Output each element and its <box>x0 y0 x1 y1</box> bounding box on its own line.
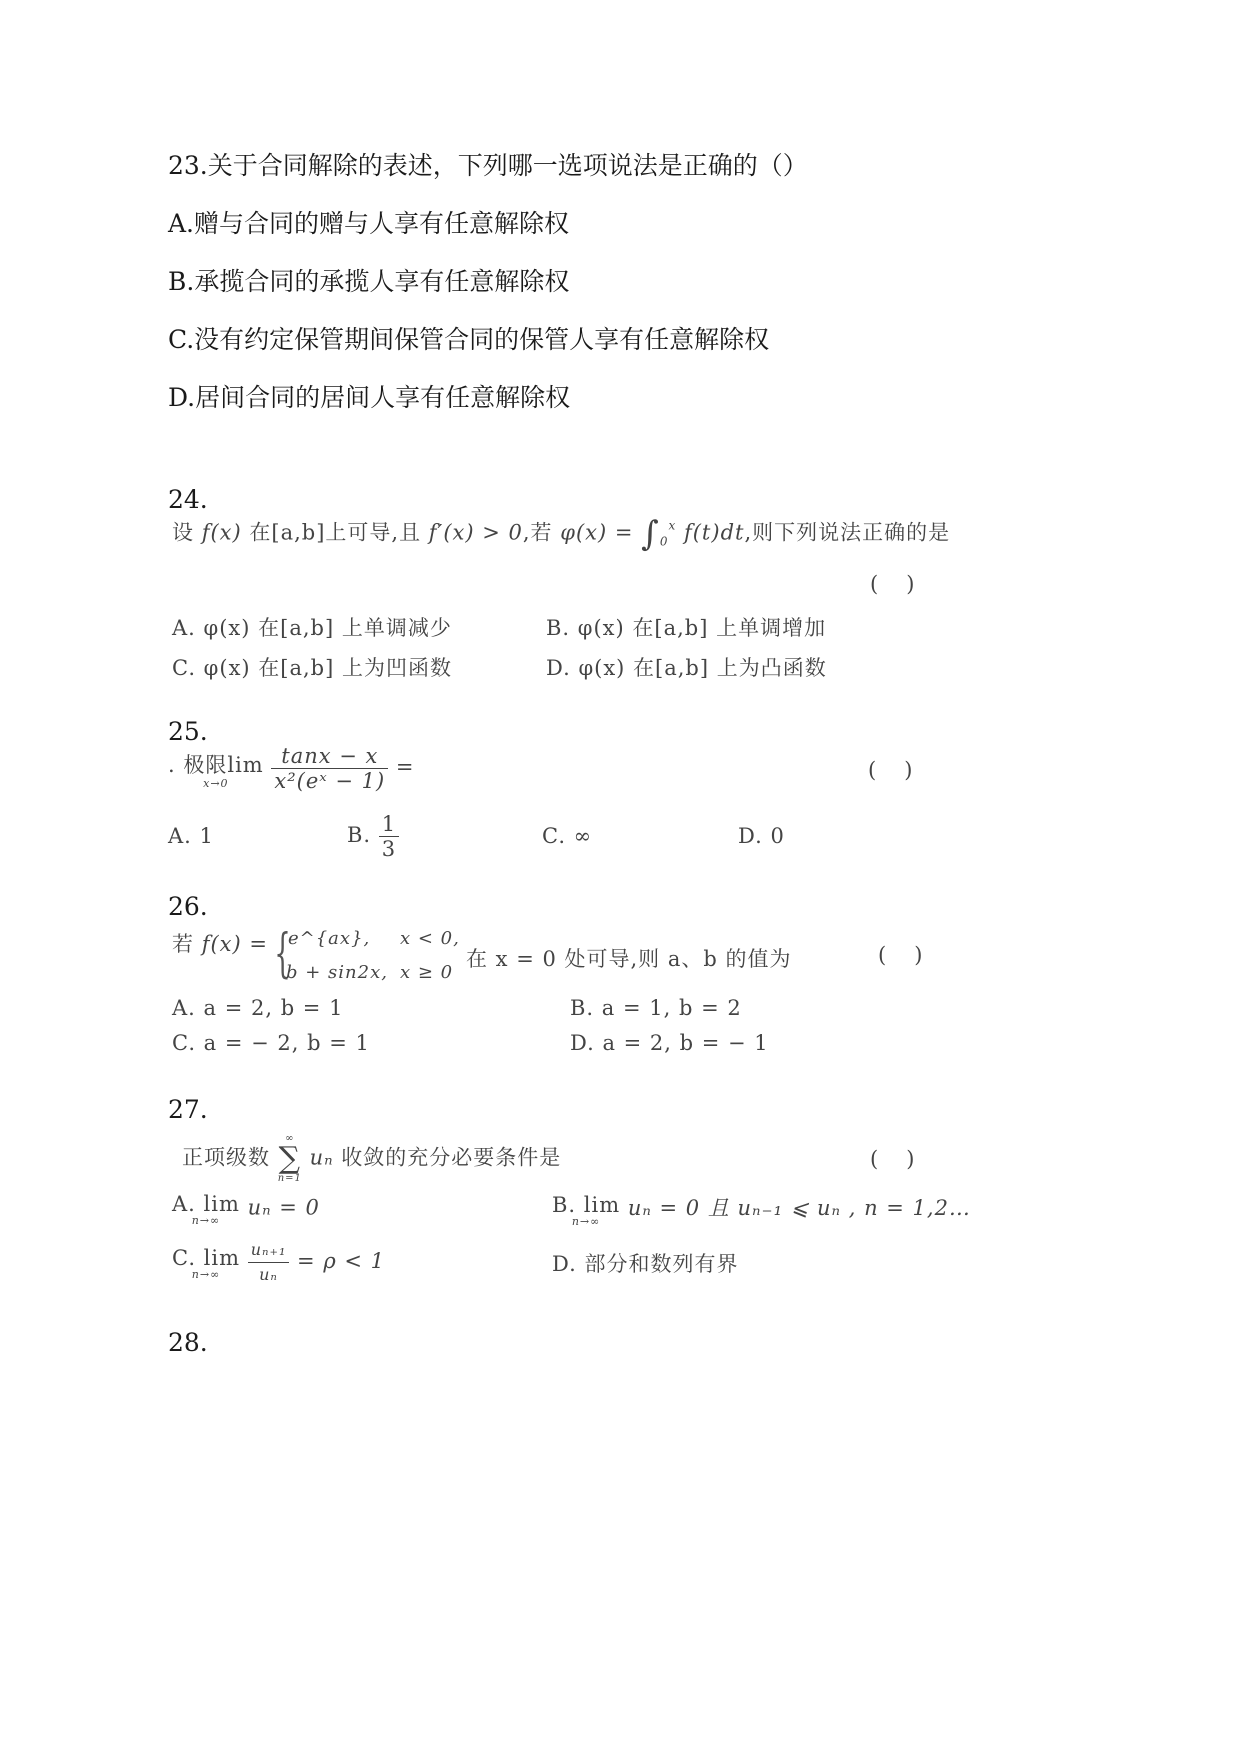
q26-brace: { <box>274 924 291 984</box>
q25-option-c: C. ∞ <box>542 824 593 848</box>
q26-case2-expr: b + sin2x, <box>286 962 388 983</box>
q28-number: 28. <box>168 1328 208 1357</box>
q26-stem-suffix: 在 x = 0 处可导,则 a、b 的值为 <box>466 947 792 971</box>
q23-option-c: C.没有约定保管期间保管合同的保管人享有任意解除权 <box>168 325 770 354</box>
q27-answer-paren: () <box>870 1147 943 1171</box>
q27-option-b: B. lim n→∞ uₙ = 0 且 uₙ₋₁ ⩽ uₙ , n = 1,2… <box>552 1192 971 1228</box>
q23-stem: 23.关于合同解除的表述，下列哪一选项说法是正确的（） <box>168 151 808 180</box>
q26-option-d: D. a = 2, b = − 1 <box>570 1031 769 1055</box>
q26-option-a: A. a = 2, b = 1 <box>172 996 344 1020</box>
q27-stem: 正项级数 ∞ ∑ n=1 uₙ 收敛的充分必要条件是 <box>182 1133 562 1184</box>
q23-option-a: A.赠与合同的赠与人享有任意解除权 <box>168 209 570 238</box>
q25-stem: . 极限lim x→0 $\frac{\tan x - x}{\text{x²(eˣ − 1)}}$ = <box>168 744 415 793</box>
q26-option-b: B. a = 1, b = 2 <box>570 996 742 1020</box>
q26-option-c: C. a = − 2, b = 1 <box>172 1031 370 1055</box>
q24-option-a: A. φ(x) 在[a,b] 上单调减少 <box>172 616 452 640</box>
q24-option-b: B. φ(x) 在[a,b] 上单调增加 <box>546 616 827 640</box>
q26-case2-cond: x ≥ 0 <box>400 962 454 983</box>
q26-case1-expr: e^{ax}, <box>288 928 371 949</box>
q26-case1-cond: x < 0, <box>400 928 460 949</box>
q27-option-a: A. lim n→∞ uₙ = 0 <box>172 1192 320 1227</box>
q26-number: 26. <box>168 892 208 921</box>
q24-option-c: C. φ(x) 在[a,b] 上为凹函数 <box>172 656 452 680</box>
q25-option-b: B. $\frac{1}{3}$ <box>347 812 399 861</box>
q23-option-b: B.承揽合同的承揽人享有任意解除权 <box>168 267 570 296</box>
q23-option-d: D.居间合同的居间人享有任意解除权 <box>168 383 571 412</box>
q25-number: 25. <box>168 717 208 746</box>
q24-option-d: D. φ(x) 在[a,b] 上为凸函数 <box>546 656 827 680</box>
q24-number: 24. <box>168 485 208 514</box>
q25-option-a: A. 1 <box>168 824 214 848</box>
q27-option-c: C. lim n→∞ $\frac{\text{uₙ₊₁}}{\text{uₙ}}$ = ρ < 1 <box>172 1240 385 1284</box>
q26-answer-paren: () <box>878 943 951 967</box>
q27-number: 27. <box>168 1095 208 1124</box>
q25-answer-paren: () <box>868 758 941 782</box>
q25-option-d: D. 0 <box>738 824 785 848</box>
q27-option-d: D. 部分和数列有界 <box>552 1252 739 1276</box>
q24-stem: 设 f(x) 在[a,b]上可导,且 f′(x) > 0,若 $\varphi(x) = \int_0^x$ f(t)dt,则下列说法正确的是 <box>172 514 951 554</box>
q26-stem: 若 f(x) = <box>172 932 268 956</box>
q24-answer-paren: () <box>870 572 943 596</box>
